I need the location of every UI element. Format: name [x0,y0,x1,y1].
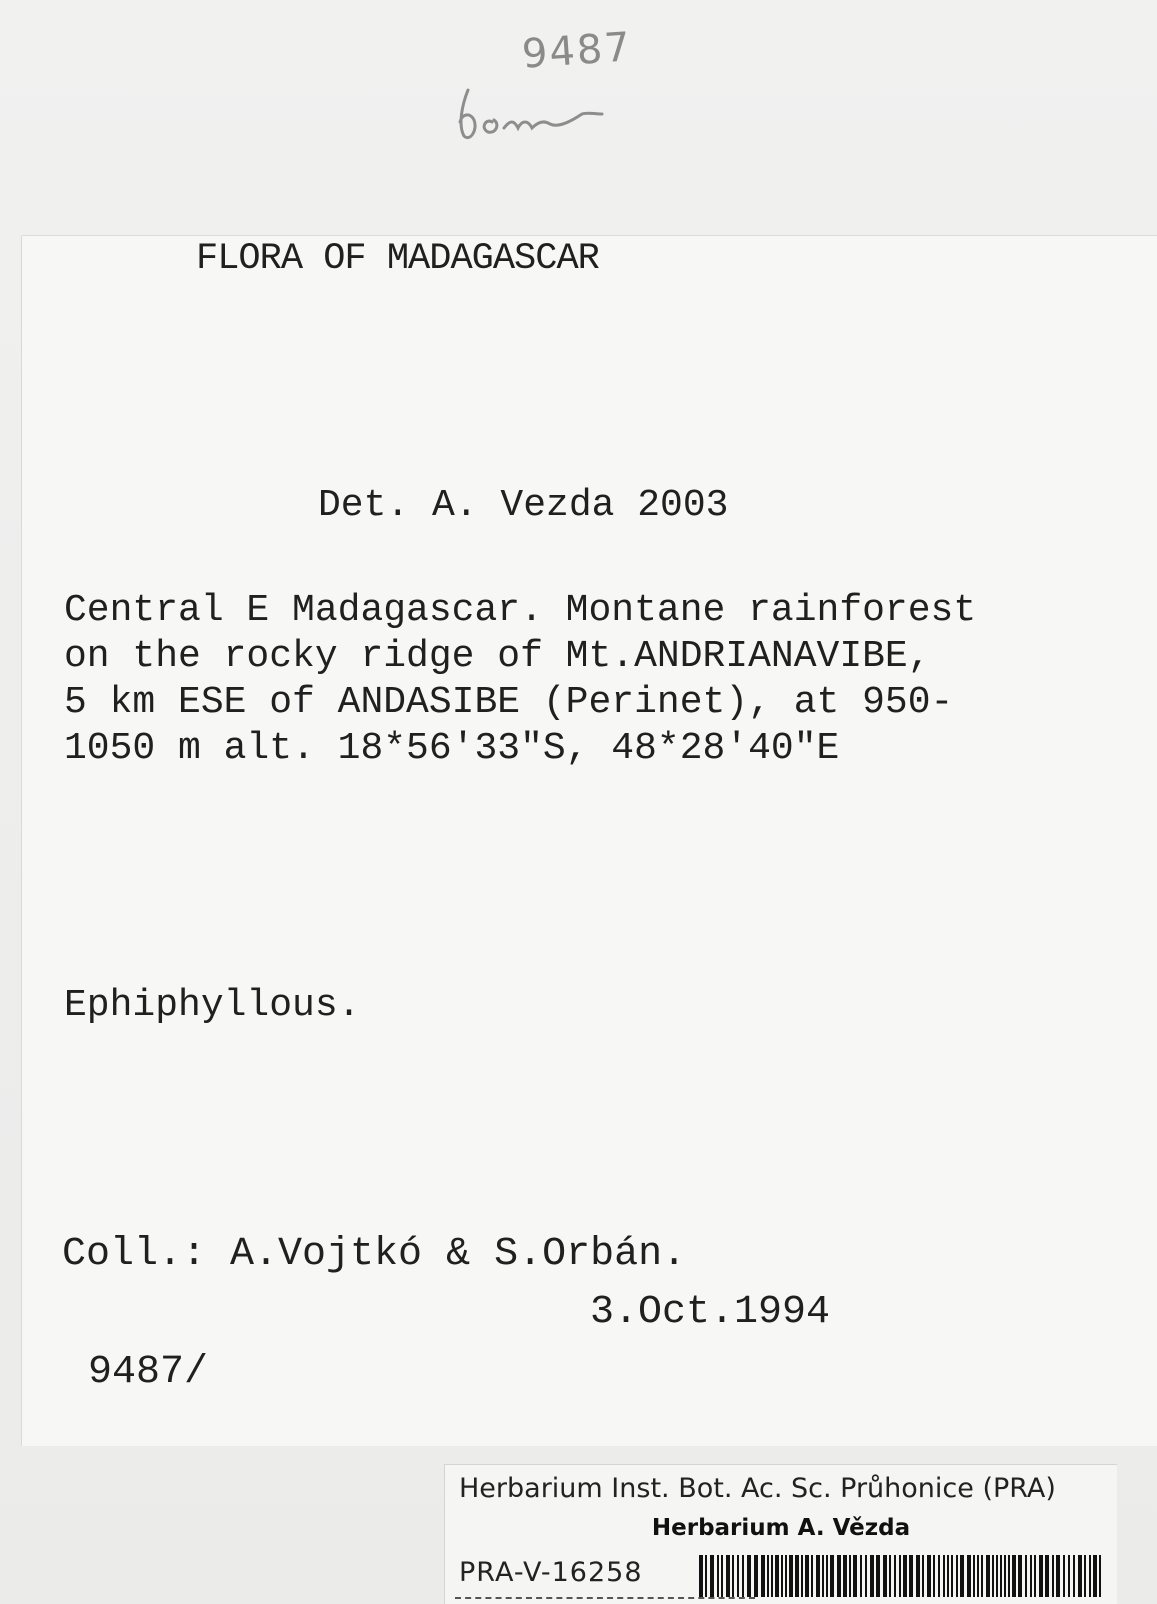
barcode-bar [951,1555,953,1597]
locality-description [64,588,1124,772]
barcode-bar [1039,1555,1043,1597]
barcode-bar [916,1555,920,1597]
barcode-bar [849,1555,851,1597]
barcode-bar [883,1555,887,1597]
barcode-bar [761,1555,765,1597]
specimen-barcode [699,1555,1103,1597]
barcode-bar [1012,1555,1016,1597]
barcode-bar [1056,1555,1060,1597]
barcode-bar [1078,1555,1082,1597]
barcode-bar [1089,1555,1091,1597]
barcode-bar [1063,1555,1065,1597]
collection-date: 3.Oct.1994 [590,1290,831,1335]
institution-name: Herbarium Inst. Bot. Ac. Sc. Průhonice (PRA) [459,1473,1056,1504]
pencil-specimen-number: 9487 [520,24,634,78]
locality-line: Central E Madagascar. Montane rainforest [64,589,977,632]
barcode-bar [1004,1555,1006,1597]
barcode-bar [853,1555,857,1597]
barcode-bar [732,1555,734,1597]
barcode-bar [933,1555,935,1597]
cut-line [455,1597,755,1599]
barcode-bar [1093,1555,1097,1597]
barcode-bar [789,1555,793,1597]
collection-name: Herbarium A. Vězda [651,1515,911,1541]
barcode-bar [947,1555,949,1597]
barcode-bar [922,1555,924,1597]
barcode-bar [742,1555,744,1597]
barcode-bar [967,1555,971,1597]
barcode-bar [1073,1555,1075,1597]
barcode-bar [737,1555,739,1597]
pencil-initials-signature [440,70,620,150]
barcode-bar [981,1555,983,1597]
barcode-bar [894,1555,896,1597]
barcode-bar [822,1555,824,1597]
barcode-bar [1052,1555,1054,1597]
collection-number: 9487/ [88,1350,209,1395]
barcode-bar [889,1555,891,1597]
collectors-line: Coll.: A.Vojtkó & S.Orbán. [62,1232,687,1277]
barcode-bar [909,1555,913,1597]
barcode-bar [795,1555,799,1597]
barcode-bar [726,1555,730,1597]
barcode-bar [986,1555,990,1597]
barcode-bar [1000,1555,1002,1597]
barcode-bar [785,1555,787,1597]
barcode-bar [1025,1555,1027,1597]
barcode-bar [996,1555,998,1597]
barcode-bar [805,1555,809,1597]
barcode-bar [956,1555,958,1597]
barcode-bar [977,1555,979,1597]
barcode-bar [943,1555,945,1597]
barcode-bar [1099,1555,1101,1597]
barcode-bar [747,1555,751,1597]
barcode-bar [860,1555,862,1597]
barcode-bar [938,1555,940,1597]
barcode-bar [801,1555,803,1597]
barcode-bar [960,1555,964,1597]
barcode-bar [903,1555,907,1597]
specimen-code: PRA-V-16258 [459,1557,643,1588]
barcode-bar [775,1555,779,1597]
barcode-bar [699,1555,703,1597]
locality-line: on the rocky ridge of Mt.ANDRIANAVIBE, [64,635,931,678]
barcode-bar [830,1555,834,1597]
barcode-bar [811,1555,813,1597]
barcode-bar [710,1555,714,1597]
barcode-bar [721,1555,723,1597]
label-title: FLORA OF MADAGASCAR [196,238,599,280]
barcode-bar [1018,1555,1022,1597]
barcode-bar [837,1555,841,1597]
herbarium-barcode-label [444,1464,1117,1604]
barcode-bar [767,1555,769,1597]
barcode-bar [876,1555,880,1597]
barcode-bar [1030,1555,1032,1597]
barcode-bar [870,1555,874,1597]
locality-line: 5 km ESE of ANDASIBE (Perinet), at 950- [64,681,954,724]
barcode-bar [1008,1555,1010,1597]
barcode-bar [781,1555,783,1597]
determination-line: Det. A. Vezda 2003 [318,484,729,527]
barcode-bar [992,1555,994,1597]
barcode-bar [826,1555,828,1597]
barcode-bar [927,1555,931,1597]
locality-line: 1050 m alt. 18*56'33"S, 48*28'40"E [64,727,840,770]
habitat-note: Ephiphyllous. [64,984,361,1027]
barcode-bar [1084,1555,1086,1597]
barcode-bar [843,1555,847,1597]
barcode-bar [973,1555,975,1597]
barcode-bar [899,1555,901,1597]
barcode-bar [705,1555,707,1597]
barcode-bar [816,1555,820,1597]
barcode-bar [771,1555,773,1597]
barcode-bar [717,1555,719,1597]
barcode-bar [1068,1555,1070,1597]
barcode-bar [754,1555,758,1597]
barcode-bar [1045,1555,1049,1597]
barcode-bar [1034,1555,1036,1597]
barcode-bar [865,1555,867,1597]
